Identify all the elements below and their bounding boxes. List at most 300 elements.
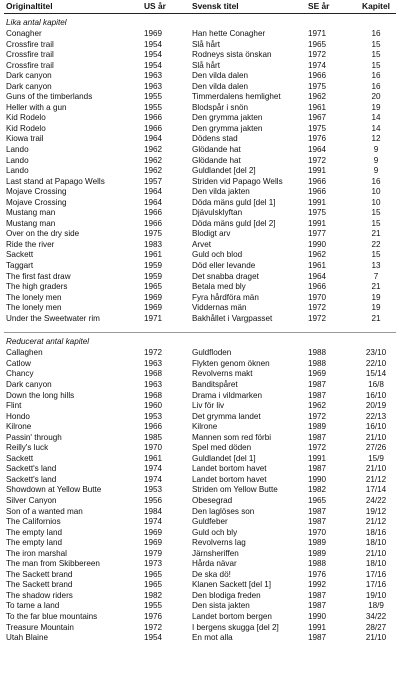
us-year-cell: 1954 xyxy=(144,39,163,49)
swedish-title-cell: Han hette Conagher xyxy=(192,29,266,38)
se-year-cell: 1990 xyxy=(308,474,327,484)
us-year-cell: 1954 xyxy=(144,633,163,643)
original-title-cell: Last stand at Papago Wells xyxy=(6,176,105,186)
us-year-cell: 1969 xyxy=(144,303,163,313)
table-row xyxy=(4,303,396,314)
chapters-cell: 34/22 xyxy=(365,611,387,621)
swedish-title-cell: Hårda nävar xyxy=(192,559,237,569)
se-year-cell: 1964 xyxy=(308,271,327,281)
chapters-cell: 18/10 xyxy=(365,538,387,548)
se-year-cell: 1972 xyxy=(308,411,327,421)
chapters-cell: 21 xyxy=(371,282,381,292)
original-title-cell: Lando xyxy=(6,155,29,165)
original-title-cell: Mojave Crossing xyxy=(6,187,67,197)
us-year-cell: 1984 xyxy=(144,506,163,516)
se-year-cell: 1972 xyxy=(308,155,327,165)
se-year-cell: 1987 xyxy=(308,464,327,474)
us-year-cell: 1966 xyxy=(144,208,163,218)
se-year-cell: 1964 xyxy=(308,145,327,155)
se-year-cell: 1966 xyxy=(308,187,327,197)
us-year-cell: 1966 xyxy=(144,218,163,228)
chapters-cell: 23/10 xyxy=(365,348,387,358)
se-year-cell: 1972 xyxy=(308,303,327,313)
us-year-cell: 1964 xyxy=(144,197,163,207)
original-title-cell: The high graders xyxy=(6,282,68,292)
se-year-cell: 1974 xyxy=(308,60,327,70)
original-title-cell: Crossfire trail xyxy=(6,60,54,70)
se-year-cell: 1966 xyxy=(308,71,327,81)
header-us-year: US år xyxy=(142,0,190,14)
chapters-cell: 19/10 xyxy=(365,590,387,600)
table-row xyxy=(4,261,396,272)
swedish-title-cell: Den sista jakten xyxy=(192,601,250,611)
us-year-cell: 1974 xyxy=(144,474,163,484)
original-title-cell: The Californios xyxy=(6,517,61,527)
chapters-cell: 15 xyxy=(371,39,381,49)
original-title-cell: Son of a wanted man xyxy=(6,506,83,516)
se-year-cell: 1967 xyxy=(308,113,327,123)
swedish-title-cell: Guld och blod xyxy=(192,250,243,260)
chapters-cell: 18/10 xyxy=(365,559,387,569)
table-row xyxy=(4,464,396,475)
original-title-cell: The Sackett brand xyxy=(6,580,73,590)
us-year-cell: 1955 xyxy=(144,92,163,102)
chapters-cell: 16 xyxy=(371,81,381,91)
se-year-cell: 1989 xyxy=(308,538,327,548)
table-row xyxy=(4,443,396,454)
original-title-cell: Lando xyxy=(6,166,29,176)
chapters-cell: 20/19 xyxy=(365,401,387,411)
table-row xyxy=(4,412,396,423)
header-original-title: Originaltitel xyxy=(4,0,142,14)
swedish-title-cell: Revolverns makt xyxy=(192,369,253,379)
table-row xyxy=(4,29,396,40)
original-title-cell: The iron marshal xyxy=(6,548,67,558)
chapters-cell: 16/10 xyxy=(365,422,387,432)
us-year-cell: 1962 xyxy=(144,155,163,165)
table-row xyxy=(4,633,396,644)
chapters-cell: 20 xyxy=(371,92,381,102)
header-row xyxy=(4,0,396,14)
swedish-title-cell: Den vilda dalen xyxy=(192,71,249,81)
original-title-cell: Taggart xyxy=(6,261,34,271)
original-title-cell: To the far blue mountains xyxy=(6,611,98,621)
us-year-cell: 1961 xyxy=(144,453,163,463)
table-row xyxy=(4,369,396,380)
swedish-title-cell: Arvet xyxy=(192,239,211,249)
us-year-cell: 1962 xyxy=(144,145,163,155)
se-year-cell: 1987 xyxy=(308,506,327,516)
chapters-cell: 21/10 xyxy=(365,464,387,474)
original-title-cell: Guns of the timberlands xyxy=(6,92,93,102)
original-title-cell: Dark canyon xyxy=(6,71,52,81)
us-year-cell: 1972 xyxy=(144,622,163,632)
table-row xyxy=(4,103,396,114)
swedish-title-cell: Bakhållet i Vargpasset xyxy=(192,313,273,323)
swedish-title-cell: Järnsheriffen xyxy=(192,548,239,558)
us-year-cell: 1966 xyxy=(144,123,163,133)
se-year-cell: 1992 xyxy=(308,580,327,590)
us-year-cell: 1957 xyxy=(144,176,163,186)
original-title-cell: The shadow riders xyxy=(6,590,73,600)
se-year-cell: 1991 xyxy=(308,166,327,176)
se-year-cell: 1989 xyxy=(308,548,327,558)
original-title-cell: Lando xyxy=(6,145,29,155)
original-title-cell: Mojave Crossing xyxy=(6,197,67,207)
original-title-cell: Mustang man xyxy=(6,208,56,218)
swedish-title-cell: Liv för liv xyxy=(192,401,225,411)
original-title-cell: Kid Rodelo xyxy=(6,113,46,123)
original-title-cell: Over on the dry side xyxy=(6,229,80,239)
original-title-cell: Mustang man xyxy=(6,218,56,228)
us-year-cell: 1974 xyxy=(144,464,163,474)
original-title-cell: The empty land xyxy=(6,538,63,548)
chapters-cell: 17/14 xyxy=(365,485,387,495)
swedish-title-cell: Slå hårt xyxy=(192,39,221,49)
us-year-cell: 1963 xyxy=(144,379,163,389)
original-title-cell: Flint xyxy=(6,401,22,411)
us-year-cell: 1979 xyxy=(144,548,163,558)
table-row xyxy=(4,359,396,370)
titles-table xyxy=(4,0,396,644)
us-year-cell: 1965 xyxy=(144,569,163,579)
table-row xyxy=(4,591,396,602)
us-year-cell: 1982 xyxy=(144,590,163,600)
swedish-title-cell: Fyra hårdföra män xyxy=(192,292,259,302)
swedish-title-cell: Döda mäns guld [del 1] xyxy=(192,197,276,207)
table-row xyxy=(4,229,396,240)
se-year-cell: 1975 xyxy=(308,208,327,218)
chapters-cell: 21/10 xyxy=(365,633,387,643)
chapters-cell: 15/14 xyxy=(365,369,387,379)
original-title-cell: Sackett's land xyxy=(6,464,57,474)
se-year-cell: 1965 xyxy=(308,39,327,49)
swedish-title-cell: Den grymma jakten xyxy=(192,123,263,133)
us-year-cell: 1966 xyxy=(144,113,163,123)
us-year-cell: 1959 xyxy=(144,261,163,271)
section-heading: Lika antal kapitel xyxy=(6,17,67,27)
se-year-cell: 1991 xyxy=(308,622,327,632)
se-year-cell: 1987 xyxy=(308,601,327,611)
se-year-cell: 1962 xyxy=(308,92,327,102)
us-year-cell: 1954 xyxy=(144,60,163,70)
swedish-title-cell: Den grymma jakten xyxy=(192,113,263,123)
table-row xyxy=(4,380,396,391)
se-year-cell: 1988 xyxy=(308,358,327,368)
table-row xyxy=(4,401,396,412)
us-year-cell: 1955 xyxy=(144,102,163,112)
chapters-cell: 15 xyxy=(371,50,381,60)
chapters-cell: 21/10 xyxy=(365,548,387,558)
us-year-cell: 1983 xyxy=(144,239,163,249)
chapters-cell: 10 xyxy=(371,197,381,207)
swedish-title-cell: I bergens skugga [del 2] xyxy=(192,622,279,632)
chapters-cell: 14 xyxy=(371,123,381,133)
se-year-cell: 1991 xyxy=(308,197,327,207)
table-row xyxy=(4,272,396,283)
swedish-title-cell: De ska dö! xyxy=(192,569,231,579)
section-divider xyxy=(4,324,396,333)
original-title-cell: Hondo xyxy=(6,411,30,421)
us-year-cell: 1963 xyxy=(144,358,163,368)
table-row xyxy=(4,475,396,486)
original-title-cell: Utah Blaine xyxy=(6,633,49,643)
original-title-cell: Catlow xyxy=(6,358,31,368)
table-row xyxy=(4,580,396,591)
table-row xyxy=(4,208,396,219)
swedish-title-cell: En mot alla xyxy=(192,633,233,643)
swedish-title-cell: Viddernas män xyxy=(192,303,247,313)
table-row xyxy=(4,50,396,61)
us-year-cell: 1955 xyxy=(144,601,163,611)
table-row xyxy=(4,61,396,72)
original-title-cell: Kiowa trail xyxy=(6,134,44,144)
se-year-cell: 1987 xyxy=(308,633,327,643)
chapters-cell: 15 xyxy=(371,218,381,228)
table-row xyxy=(4,156,396,167)
us-year-cell: 1975 xyxy=(144,229,163,239)
se-year-cell: 1987 xyxy=(308,390,327,400)
chapters-cell: 21/12 xyxy=(365,517,387,527)
chapters-cell: 22/10 xyxy=(365,358,387,368)
us-year-cell: 1970 xyxy=(144,443,163,453)
swedish-title-cell: Klanen Sackett [del 1] xyxy=(192,580,272,590)
chapters-cell: 13 xyxy=(371,261,381,271)
original-title-cell: Treasure Mountain xyxy=(6,622,74,632)
us-year-cell: 1965 xyxy=(144,282,163,292)
chapters-cell: 18/16 xyxy=(365,527,387,537)
original-title-cell: Dark canyon xyxy=(6,81,52,91)
original-title-cell: The empty land xyxy=(6,527,63,537)
se-year-cell: 1976 xyxy=(308,569,327,579)
swedish-title-cell: Flykten genom öknen xyxy=(192,358,270,368)
se-year-cell: 1966 xyxy=(308,176,327,186)
swedish-title-cell: Djävulsklyftan xyxy=(192,208,243,218)
swedish-title-cell: Betala med bly xyxy=(192,282,246,292)
swedish-title-cell: Guldfeber xyxy=(192,517,228,527)
table-row xyxy=(4,134,396,145)
header-chapters: Kapitel xyxy=(354,0,396,14)
swedish-title-cell: Striden om Yellow Butte xyxy=(192,485,278,495)
se-year-cell: 1990 xyxy=(308,611,327,621)
us-year-cell: 1968 xyxy=(144,369,163,379)
se-year-cell: 1987 xyxy=(308,379,327,389)
original-title-cell: The Sackett brand xyxy=(6,569,73,579)
original-title-cell: The lonely men xyxy=(6,303,62,313)
chapters-cell: 22/13 xyxy=(365,411,387,421)
original-title-cell: Conagher xyxy=(6,29,42,38)
table-row xyxy=(4,314,396,325)
chapters-cell: 12 xyxy=(371,134,381,144)
swedish-title-cell: Dödens stad xyxy=(192,134,238,144)
chapters-cell: 19 xyxy=(371,292,381,302)
swedish-title-cell: Död eller levande xyxy=(192,261,256,271)
table-row xyxy=(4,40,396,51)
table-row xyxy=(4,92,396,103)
chapters-cell: 9 xyxy=(373,145,379,155)
se-year-cell: 1988 xyxy=(308,559,327,569)
chapters-cell: 24/22 xyxy=(365,495,387,505)
swedish-title-cell: Revolverns lag xyxy=(192,538,246,548)
swedish-title-cell: Spel med döden xyxy=(192,443,252,453)
se-year-cell: 1965 xyxy=(308,495,327,505)
table-row xyxy=(4,454,396,465)
original-title-cell: Sackett's land xyxy=(6,474,57,484)
swedish-title-cell: Banditspåret xyxy=(192,379,238,389)
se-year-cell: 1969 xyxy=(308,369,327,379)
table-row xyxy=(4,124,396,135)
swedish-title-cell: Guldlandet [del 2] xyxy=(192,166,256,176)
chapters-cell: 16/10 xyxy=(365,390,387,400)
original-title-cell: Crossfire trail xyxy=(6,50,54,60)
se-year-cell: 1970 xyxy=(308,527,327,537)
table-row xyxy=(4,601,396,612)
swedish-title-cell: Blodspår i snön xyxy=(192,102,249,112)
original-title-cell: Heller with a gun xyxy=(6,102,67,112)
table-row xyxy=(4,250,396,261)
chapters-cell: 9 xyxy=(373,166,379,176)
table-row xyxy=(4,71,396,82)
se-year-cell: 1991 xyxy=(308,218,327,228)
swedish-title-cell: Landet bortom havet xyxy=(192,474,267,484)
table-row xyxy=(4,623,396,634)
us-year-cell: 1972 xyxy=(144,348,163,358)
swedish-title-cell: Slå hårt xyxy=(192,60,221,70)
se-year-cell: 1972 xyxy=(308,50,327,60)
chapters-cell: 16/8 xyxy=(368,379,384,389)
swedish-title-cell: Striden vid Papago Wells xyxy=(192,176,283,186)
se-year-cell: 1991 xyxy=(308,453,327,463)
us-year-cell: 1963 xyxy=(144,71,163,81)
swedish-title-cell: Den vilda jakten xyxy=(192,187,250,197)
chapters-cell: 9 xyxy=(373,155,379,165)
original-title-cell: The first fast draw xyxy=(6,271,71,281)
chapters-cell: 22 xyxy=(371,239,381,249)
table-row xyxy=(4,485,396,496)
swedish-title-cell: Det snabba draget xyxy=(192,271,259,281)
original-title-cell: Crossfire trail xyxy=(6,39,54,49)
table-row xyxy=(4,177,396,188)
original-title-cell: Under the Sweetwater rim xyxy=(6,313,100,323)
original-title-cell: Passin' through xyxy=(6,432,62,442)
header-se-year: SE år xyxy=(306,0,354,14)
us-year-cell: 1976 xyxy=(144,611,163,621)
chapters-cell: 28/27 xyxy=(365,622,387,632)
table-row xyxy=(4,219,396,230)
se-year-cell: 1962 xyxy=(308,401,327,411)
chapters-cell: 19 xyxy=(371,303,381,313)
se-year-cell: 1976 xyxy=(308,134,327,144)
chapters-cell: 21/12 xyxy=(365,474,387,484)
table-row xyxy=(4,145,396,156)
us-year-cell: 1965 xyxy=(144,580,163,590)
us-year-cell: 1966 xyxy=(144,422,163,432)
us-year-cell: 1964 xyxy=(144,134,163,144)
se-year-cell: 1975 xyxy=(308,81,327,91)
us-year-cell: 1973 xyxy=(144,559,163,569)
table-row xyxy=(4,293,396,304)
table-row xyxy=(4,528,396,539)
chapters-cell: 7 xyxy=(373,271,379,281)
swedish-title-cell: Mannen som red förbi xyxy=(192,432,272,442)
table-row xyxy=(4,240,396,251)
table-row xyxy=(4,549,396,560)
original-title-cell: Sackett xyxy=(6,250,34,260)
original-title-cell: Kilrone xyxy=(6,422,32,432)
swedish-title-cell: Rodneys sista önskan xyxy=(192,50,272,60)
chapters-cell: 16 xyxy=(371,29,381,38)
chapters-cell: 18/9 xyxy=(368,601,384,611)
table-row xyxy=(4,496,396,507)
original-title-cell: Chancy xyxy=(6,369,34,379)
chapters-cell: 15 xyxy=(371,208,381,218)
us-year-cell: 1956 xyxy=(144,495,163,505)
chapters-cell: 19 xyxy=(371,102,381,112)
se-year-cell: 1987 xyxy=(308,517,327,527)
swedish-title-cell: Guld och bly xyxy=(192,527,238,537)
swedish-title-cell: Guldlandet [del 1] xyxy=(192,453,256,463)
original-title-cell: Dark canyon xyxy=(6,379,52,389)
swedish-title-cell: Döda mäns guld [del 2] xyxy=(192,218,276,228)
chapters-cell: 17/16 xyxy=(365,569,387,579)
se-year-cell: 1972 xyxy=(308,313,327,323)
chapters-cell: 19/12 xyxy=(365,506,387,516)
us-year-cell: 1953 xyxy=(144,411,163,421)
table-row xyxy=(4,166,396,177)
us-year-cell: 1963 xyxy=(144,81,163,91)
swedish-title-cell: Glödande hat xyxy=(192,145,241,155)
original-title-cell: Reilly's luck xyxy=(6,443,49,453)
se-year-cell: 1987 xyxy=(308,432,327,442)
swedish-title-cell: Glödande hat xyxy=(192,155,241,165)
swedish-title-cell: Blodigt arv xyxy=(192,229,231,239)
swedish-title-cell: Obesegrad xyxy=(192,495,233,505)
us-year-cell: 1971 xyxy=(144,313,163,323)
chapters-cell: 10 xyxy=(371,187,381,197)
se-year-cell: 1975 xyxy=(308,123,327,133)
se-year-cell: 1972 xyxy=(308,443,327,453)
chapters-cell: 17/16 xyxy=(365,580,387,590)
table-row xyxy=(4,612,396,623)
header-swedish-title: Svensk titel xyxy=(190,0,306,14)
table-row xyxy=(4,422,396,433)
table-row xyxy=(4,538,396,549)
us-year-cell: 1962 xyxy=(144,166,163,176)
swedish-title-cell: Den blodiga freden xyxy=(192,590,261,600)
table-row xyxy=(4,348,396,359)
se-year-cell: 1970 xyxy=(308,292,327,302)
original-title-cell: Silver Canyon xyxy=(6,495,57,505)
swedish-title-cell: Drama i vildmarken xyxy=(192,390,262,400)
original-title-cell: Callaghen xyxy=(6,348,43,358)
se-year-cell: 1989 xyxy=(308,422,327,432)
chapters-cell: 21 xyxy=(371,313,381,323)
table-row xyxy=(4,198,396,209)
se-year-cell: 1971 xyxy=(308,29,327,38)
us-year-cell: 1960 xyxy=(144,401,163,411)
us-year-cell: 1964 xyxy=(144,187,163,197)
original-title-cell: Sackett xyxy=(6,453,34,463)
us-year-cell: 1969 xyxy=(144,527,163,537)
table-row xyxy=(4,559,396,570)
swedish-title-cell: Den vilda dalen xyxy=(192,81,249,91)
se-year-cell: 1990 xyxy=(308,239,327,249)
original-title-cell: Ride the river xyxy=(6,239,55,249)
original-title-cell: Down the long hills xyxy=(6,390,75,400)
chapters-cell: 14 xyxy=(371,113,381,123)
us-year-cell: 1974 xyxy=(144,517,163,527)
swedish-title-cell: Den laglöses son xyxy=(192,506,255,516)
